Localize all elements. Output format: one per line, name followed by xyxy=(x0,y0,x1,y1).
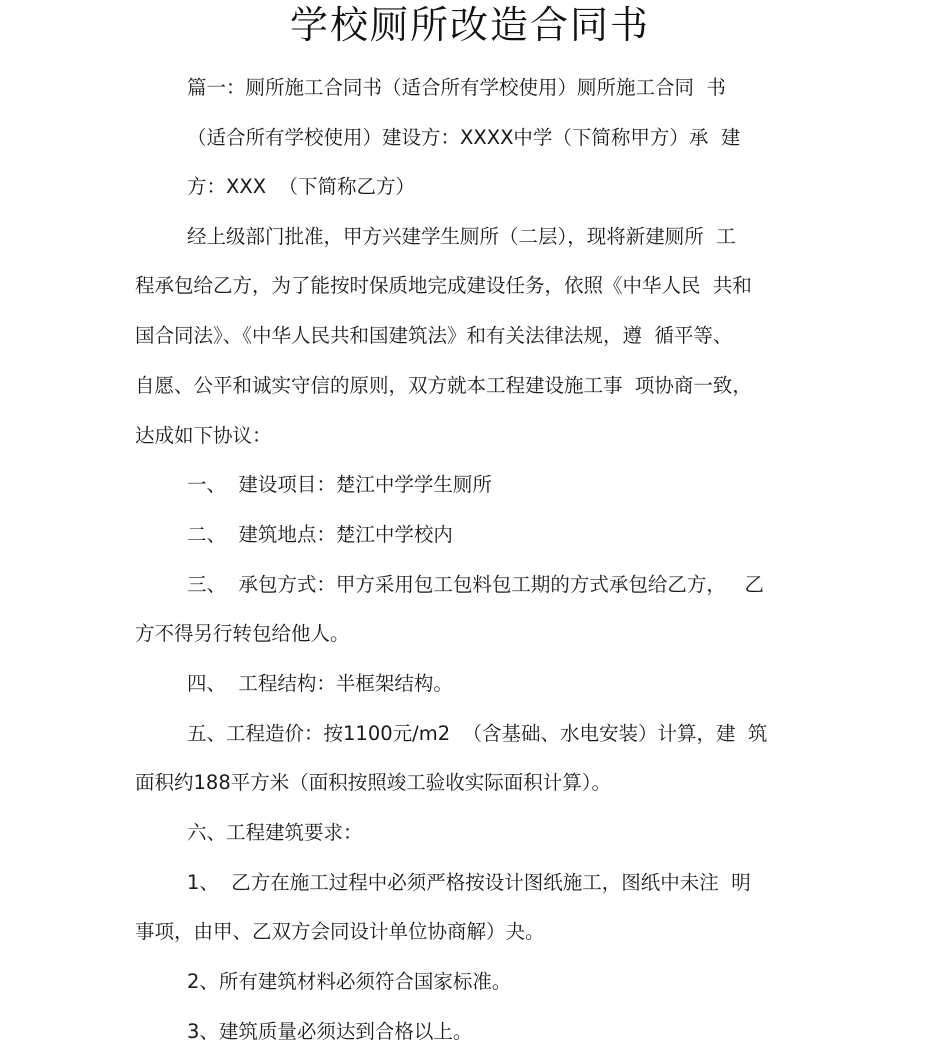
paragraph-line: 自愿、公平和诚实守信的原则，双方就本工程建设施工事 项协商一致， xyxy=(135,374,752,397)
paragraph-line: 面积约188平方米（面积按照竣工验收实际面积计算）。 xyxy=(135,771,611,794)
paragraph-line: 程承包给乙方，为了能按时保质地完成建设任务，依照《中华人民 共和 xyxy=(135,274,752,297)
paragraph-line: 达成如下协议： xyxy=(135,424,272,447)
paragraph-line: 方不得另行转包给他人。 xyxy=(135,622,350,645)
paragraph-line: 方：XXX （下简称乙方） xyxy=(187,175,415,198)
paragraph-line: 篇一：厕所施工合同书（适合所有学校使用）厕所施工合同 书 xyxy=(187,76,726,99)
sub-clause-item: 3、建筑质量必须达到合格以上。 xyxy=(187,1020,473,1043)
document-title: 学校厕所改造合同书 xyxy=(289,3,650,47)
sub-clause-item: 1、 乙方在施工过程中必须严格按设计图纸施工，图纸中未注 明 xyxy=(187,871,751,894)
paragraph-line: 国合同法》、《中华人民共和国建筑法》和有关法律法规，遵 循平等、 xyxy=(135,324,733,347)
clause-item: 五、工程造价：按1100元/m2 （含基础、水电安装）计算，建 筑 xyxy=(187,722,768,745)
clause-item: 三、 承包方式：甲方采用包工包料包工期的方式承包给乙方， 乙 xyxy=(187,573,764,596)
clause-item: 二、 建筑地点：楚江中学校内 xyxy=(187,523,453,546)
paragraph-line: 经上级部门批准，甲方兴建学生厕所（二层），现将新建厕所 工 xyxy=(187,225,736,248)
sub-clause-item: 2、所有建筑材料必须符合国家标准。 xyxy=(187,970,512,993)
paragraph-line: 事项，由甲、乙双方会同设计单位协商解）夬。 xyxy=(135,920,545,943)
clause-item: 四、 工程结构：半框架结构。 xyxy=(187,672,453,695)
clause-item: 六、工程建筑要求： xyxy=(187,821,363,844)
clause-item: 一、 建设项目：楚江中学学生厕所 xyxy=(187,473,492,496)
paragraph-line: （适合所有学校使用）建设方：XXXX中学（下简称甲方）承 建 xyxy=(187,126,741,149)
